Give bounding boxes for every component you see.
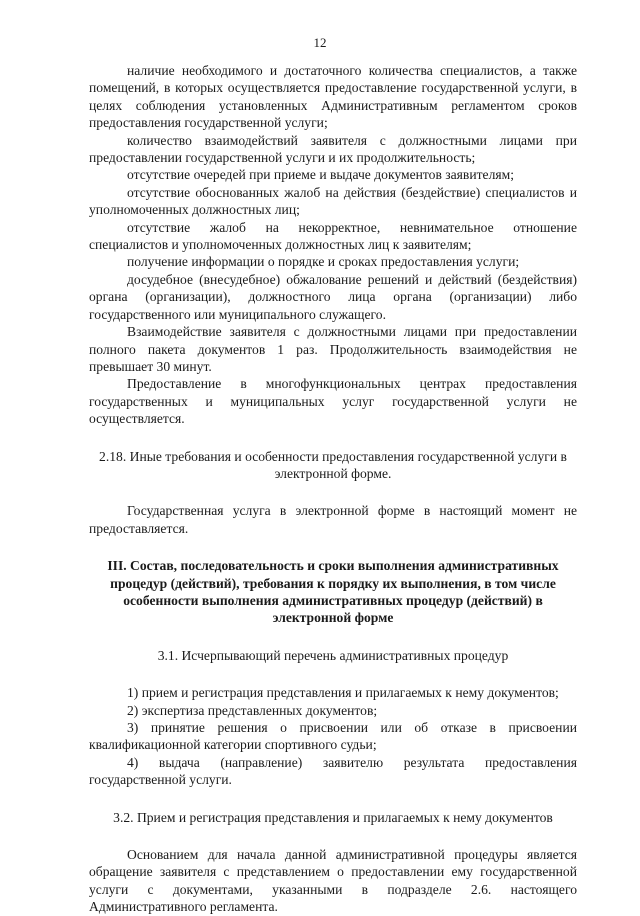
paragraph: Предоставление в многофункциональных центрах предоставления государственных и муниципальных услуг государственной услуги не осуществляется. [89,376,577,427]
section-heading-3-1: 3.1. Исчерпывающий перечень административных процедур [157,647,509,663]
paragraph: Взаимодействие заявителя с должностными лицами при предоставлении полного пакета документов 1 раз. Продолжительность взаимодействия не превышает 30 минут. [89,324,577,374]
paragraph: отсутствие обоснованных жалоб на действия (бездействие) специалистов и уполномоченных должностных лиц; [89,184,577,218]
paragraph: наличие необходимого и достаточного количества специалистов, а также помещений, в которых осуществляется предоставление государственной услуги, в целях соблюдения установленных Административным регламентом сроков предоставления государственной услуги; [89,63,577,131]
list-item: 3) принятие решения о присвоении или об отказе в присвоении квалификационной категории спортивного судьи; [89,720,577,753]
paragraph: Основанием для начала данной административной процедуры является обращение заявителя с представлением о предоставлении ему государственной услуги с документами, указанными в подразделе 2.6. настоящего Административного регламента. [89,847,577,915]
paragraph: отсутствие жалоб на некорректное, невнимательное отношение специалистов и уполномоченных должностных лиц к заявителям; [89,219,577,253]
section-heading-2-18: 2.18. Иные требования и особенности предоставления государственной услуги в электронной форме. [99,448,567,481]
paragraph: отсутствие очередей при приеме и выдаче документов заявителям; [127,167,514,183]
paragraph: досудебное (внесудебное) обжалование решений и действий (бездействия) органа (организации), должностного лица органа (организации) либо государственного или муниципального служащего. [89,271,577,322]
paragraph: количество взаимодействий заявителя с должностными лицами при предоставлении государственной услуги и их продолжительность; [89,132,577,166]
list-item: 1) прием и регистрация представления и прилагаемых к нему документов; [127,685,559,701]
list-item: 4) выдача (направление) заявителю результата предоставления государственной услуги. [89,754,577,788]
page-number: 12 [313,35,327,50]
chapter-title-3: III. Состав, последовательность и сроки выполнения административных процедур (действий), требования к порядку их выполнения, в том числе особенности выполнения административных процедур (действий) в электронной форме [107,558,559,626]
page-body [89,62,577,916]
paragraph: получение информации о порядке и сроках предоставления услуги; [127,254,520,270]
list-item: 2) экспертиза представленных документов; [127,702,378,718]
paragraph: Государственная услуга в электронной форме в настоящий момент не предоставляется. [89,503,577,536]
section-heading-3-2: 3.2. Прием и регистрация представления и прилагаемых к нему документов [113,809,553,825]
